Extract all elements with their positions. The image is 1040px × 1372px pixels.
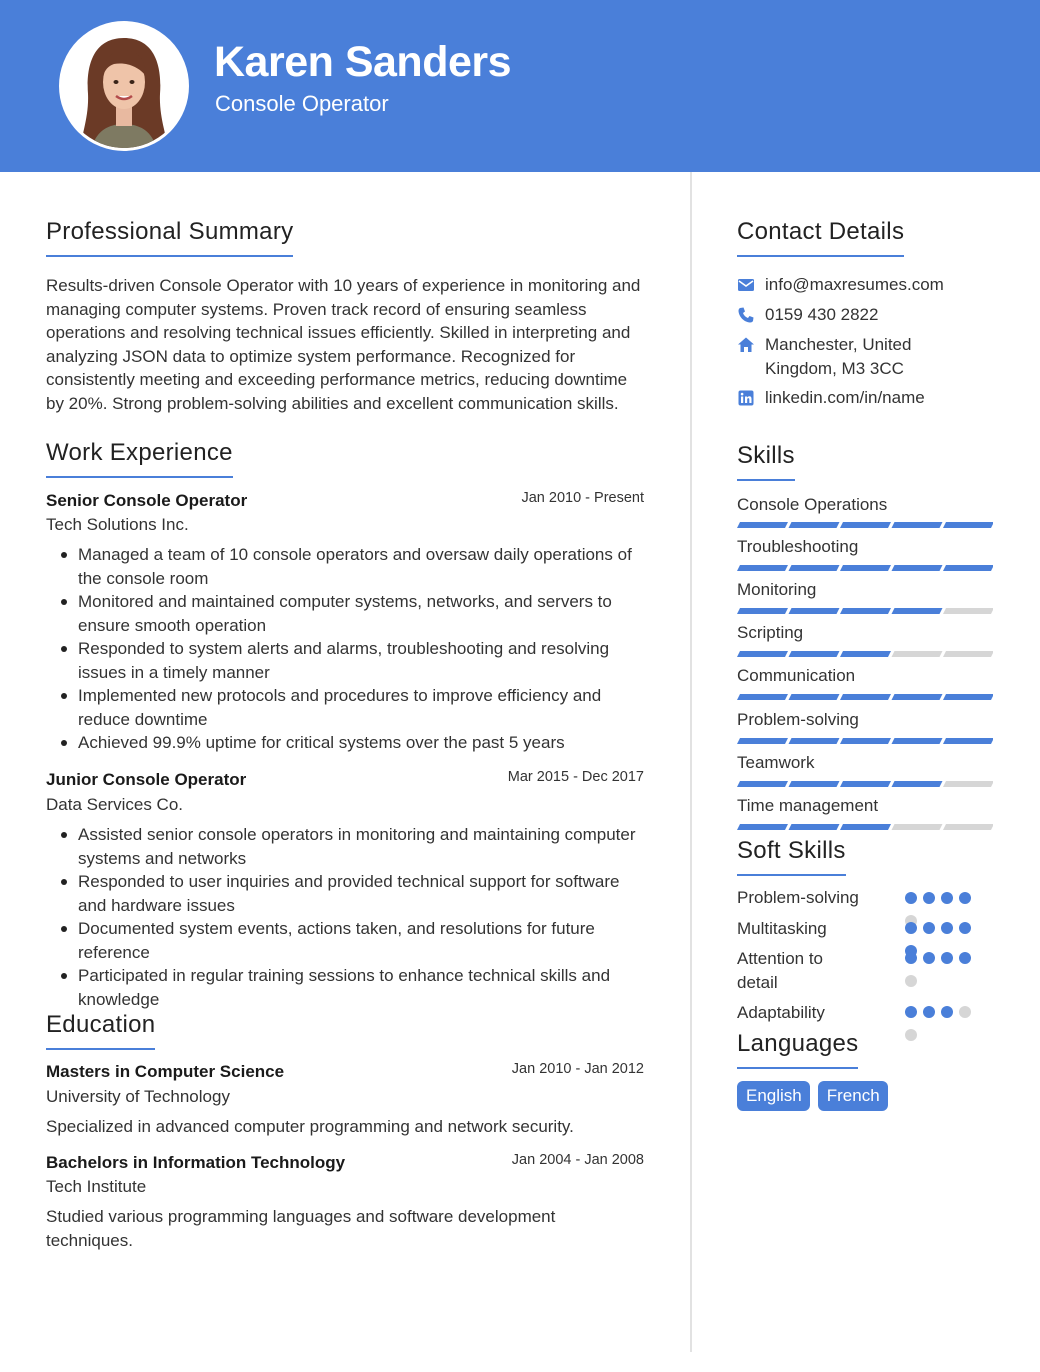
skill-segment-filled: [737, 738, 788, 744]
skill-name: Console Operations: [737, 495, 888, 514]
job-company: Data Services Co.: [46, 795, 183, 814]
linkedin-icon: [737, 389, 755, 407]
skill-rating-bar: [737, 651, 993, 657]
list-item: Monitored and maintained computer systems, networks, and servers to ensure smooth operation: [56, 590, 646, 637]
skill-name: Time management: [737, 796, 879, 815]
rating-dot-filled: [905, 922, 917, 934]
list-item: Responded to user inquiries and provided technical support for software and hardware issues: [56, 870, 646, 917]
skill-rating-bar: [737, 824, 993, 830]
job-bullets: [56, 823, 646, 1011]
degree-description: Specialized in advanced computer programming and network security.: [46, 1117, 574, 1136]
email-text: info@maxresumes.com: [765, 275, 944, 294]
soft-skill-name: Adaptability: [737, 1003, 825, 1022]
rating-dot-empty: [959, 1006, 971, 1018]
skill-segment-filled: [943, 522, 993, 528]
skill-segment-filled: [737, 651, 788, 657]
profile-photo: [59, 21, 189, 151]
job-title: Senior Console Operator: [46, 491, 248, 510]
contact-email[interactable]: [737, 273, 944, 297]
contact-linkedin[interactable]: [737, 386, 925, 410]
skill-segment-filled: [737, 522, 788, 528]
soft-skill-name: Multitasking: [737, 919, 827, 938]
skill-segment-empty: [943, 824, 993, 830]
rating-dot-filled: [959, 952, 971, 964]
avatar-icon: [62, 24, 186, 148]
skill-segment-filled: [789, 694, 840, 700]
job-title: Junior Console Operator: [46, 770, 247, 789]
skill-segment-filled: [789, 608, 840, 614]
summary-heading: Professional Summary: [46, 218, 293, 257]
rating-dot-filled: [905, 892, 917, 904]
skill-segment-filled: [840, 651, 891, 657]
skill-segment-empty: [892, 651, 943, 657]
skill-segment-filled: [737, 781, 788, 787]
contact-address: [737, 333, 937, 380]
skill-name: Troubleshooting: [737, 537, 859, 556]
rating-dot-filled: [941, 952, 953, 964]
skills-heading: Skills: [737, 442, 795, 481]
skill-segment-filled: [840, 522, 891, 528]
job-date: Jan 2010 - Present: [521, 490, 644, 506]
rating-dot-empty: [905, 975, 917, 987]
soft-skill-rating: [905, 1006, 981, 1052]
languages-heading: Languages: [737, 1030, 858, 1069]
education-heading: Education: [46, 1011, 155, 1050]
skill-segment-filled: [737, 824, 788, 830]
degree-date: Jan 2010 - Jan 2012: [511, 1061, 644, 1077]
rating-dot-filled: [905, 1006, 917, 1018]
skill-segment-filled: [737, 565, 788, 571]
header-banner: [0, 0, 1040, 172]
skill-segment-filled: [892, 781, 943, 787]
column-divider: [690, 172, 692, 1352]
soft-skill-rating: [905, 952, 981, 998]
candidate-title: Console Operator: [215, 91, 389, 116]
skill-segment-filled: [789, 824, 840, 830]
list-item: Managed a team of 10 console operators and oversaw daily operations of the console room: [56, 543, 646, 590]
list-item: Assisted senior console operators in monitoring and maintaining computer systems and networks: [56, 823, 646, 870]
skill-segment-filled: [892, 608, 943, 614]
phone-text: 0159 430 2822: [765, 305, 879, 324]
degree-title: Masters in Computer Science: [46, 1062, 285, 1081]
list-item: Achieved 99.9% uptime for critical systems over the past 5 years: [56, 731, 646, 755]
degree-title: Bachelors in Information Technology: [46, 1153, 346, 1172]
skill-segment-filled: [789, 781, 840, 787]
skill-name: Monitoring: [737, 580, 817, 599]
skill-segment-filled: [892, 522, 943, 528]
skill-segment-empty: [943, 781, 993, 787]
rating-dot-empty: [905, 1029, 917, 1041]
address-text: Manchester, United Kingdom, M3 3CC: [765, 335, 912, 378]
rating-dot-filled: [959, 922, 971, 934]
soft-skill-name: Attention to detail: [737, 949, 824, 992]
skill-segment-filled: [789, 522, 840, 528]
skill-segment-filled: [737, 608, 788, 614]
skill-segment-filled: [943, 694, 993, 700]
school-name: Tech Institute: [46, 1177, 147, 1196]
skill-segment-empty: [892, 824, 943, 830]
skill-rating-bar: [737, 608, 993, 614]
rating-dot-filled: [923, 922, 935, 934]
skill-segment-filled: [789, 565, 840, 571]
degree-description: Studied various programming languages and software development techniques.: [46, 1207, 556, 1250]
experience-heading: Work Experience: [46, 439, 233, 478]
degree-date: Jan 2004 - Jan 2008: [511, 1152, 644, 1168]
list-item: Implemented new protocols and procedures to improve efficiency and reduce downtime: [56, 684, 646, 731]
job-company: Tech Solutions Inc.: [46, 515, 189, 534]
contact-phone[interactable]: [737, 303, 878, 327]
skill-rating-bar: [737, 781, 993, 787]
skill-segment-filled: [737, 694, 788, 700]
skill-segment-filled: [943, 738, 993, 744]
skill-name: Teamwork: [737, 753, 815, 772]
skill-segment-filled: [840, 824, 891, 830]
skill-segment-filled: [943, 565, 993, 571]
skill-segment-filled: [789, 651, 840, 657]
skill-segment-filled: [892, 694, 943, 700]
email-icon: [737, 276, 755, 294]
list-item: Participated in regular training sessions to enhance technical skills and knowledge: [56, 964, 646, 1011]
job-bullets: [56, 543, 646, 755]
skill-segment-filled: [840, 565, 891, 571]
home-icon: [737, 336, 755, 354]
soft-skills-heading: Soft Skills: [737, 837, 846, 876]
skill-segment-empty: [943, 608, 993, 614]
rating-dot-filled: [941, 1006, 953, 1018]
summary-text: Results-driven Console Operator with 10 years of experience in monitoring and managing computer systems. Proven track record of ensuring seamless operations and resolving technical issues efficiently. Skilled in interpreting and analyzing JSON data to optimize system performance. Recognized for consistently meeting and exceeding performance metrics, reducing downtime by 20%. Strong problem-solving abilities and excellent communication skills.: [46, 276, 641, 413]
rating-dot-filled: [941, 892, 953, 904]
candidate-name: Karen Sanders: [214, 38, 512, 86]
list-item: Responded to system alerts and alarms, troubleshooting and resolving issues in a timely manner: [56, 637, 646, 684]
skill-segment-filled: [840, 738, 891, 744]
skill-rating-bar: [737, 738, 993, 744]
school-name: University of Technology: [46, 1087, 230, 1106]
skill-name: Communication: [737, 666, 856, 685]
contact-heading: Contact Details: [737, 218, 904, 257]
skill-segment-filled: [892, 565, 943, 571]
skill-rating-bar: [737, 694, 993, 700]
rating-dot-filled: [923, 952, 935, 964]
rating-dot-filled: [923, 892, 935, 904]
skill-segment-empty: [943, 651, 993, 657]
rating-dot-filled: [905, 952, 917, 964]
skill-segment-filled: [840, 781, 891, 787]
skill-segment-filled: [789, 738, 840, 744]
rating-dot-filled: [941, 922, 953, 934]
skill-name: Scripting: [737, 623, 804, 642]
skill-rating-bar: [737, 565, 993, 571]
soft-skill-name: Problem-solving: [737, 888, 859, 907]
list-item: Documented system events, actions taken, and resolutions for future reference: [56, 917, 646, 964]
linkedin-text: linkedin.com/in/name: [765, 388, 925, 407]
skill-segment-filled: [892, 738, 943, 744]
job-date: Mar 2015 - Dec 2017: [507, 769, 644, 785]
rating-dot-filled: [923, 1006, 935, 1018]
skill-segment-filled: [840, 608, 891, 614]
language-tag: French: [818, 1081, 888, 1111]
phone-icon: [737, 306, 755, 324]
language-tags: [737, 1081, 888, 1111]
skill-rating-bar: [737, 522, 993, 528]
rating-dot-filled: [959, 892, 971, 904]
skill-name: Problem-solving: [737, 710, 859, 729]
language-tag: English: [737, 1081, 810, 1111]
skill-segment-filled: [840, 694, 891, 700]
